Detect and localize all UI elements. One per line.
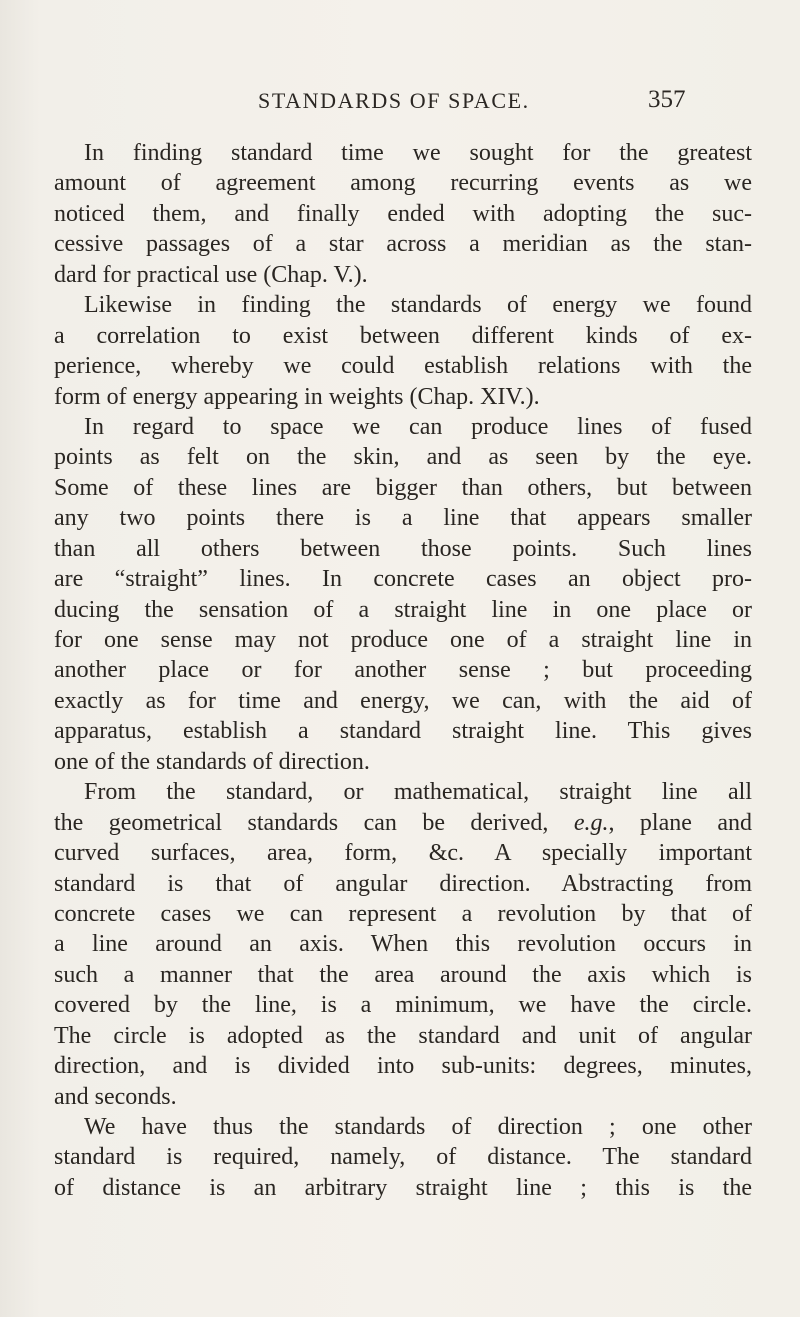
- text-line: ducing the sensation of a straight line in one place or: [54, 596, 752, 623]
- text-line: amount of agreement among recurring events as we: [54, 170, 752, 197]
- text-line: covered by the line, is a minimum, we have the circle.: [54, 992, 752, 1019]
- text-line: one of the standards of direction.: [54, 748, 370, 775]
- text-line: direction, and is divided into sub-units: degrees, minutes,: [54, 1053, 752, 1080]
- text-line: the geometrical standards can be derived, e.g., plane and: [54, 809, 752, 836]
- text-line: a line around an axis. When this revolution occurs in: [54, 931, 752, 958]
- page-number: 357: [648, 86, 686, 113]
- text-line: noticed them, and finally ended with adopting the suc-: [54, 200, 752, 227]
- text-line: curved surfaces, area, form, &c. A specially important: [54, 840, 752, 867]
- text-line: The circle is adopted as the standard and unit of angular: [54, 1022, 752, 1049]
- text-line: for one sense may not produce one of a straight line in: [54, 627, 752, 653]
- text-line: Some of these lines are bigger than others, but between: [54, 474, 752, 501]
- text-line: points as felt on the skin, and as seen by the eye.: [54, 444, 752, 471]
- text-line: any two points there is a line that appears smaller: [54, 505, 752, 532]
- body-text: [54, 138, 752, 1203]
- text-line: a correlation to exist between different kinds of ex-: [54, 322, 752, 349]
- text-line: are “straight” lines. In concrete cases an object pro-: [54, 566, 752, 593]
- text-line: concrete cases we can represent a revolution by that of: [54, 900, 752, 927]
- text-line: perience, whereby we could establish relations with the: [54, 353, 752, 380]
- text-line: cessive passages of a star across a meridian as the stan-: [54, 231, 752, 258]
- text-line: standard is required, namely, of distance. The standard: [54, 1144, 752, 1171]
- text-line: Likewise in finding the standards of energy we found: [84, 292, 752, 319]
- text-line: exactly as for time and energy, we can, with the aid of: [54, 687, 752, 714]
- text-line: We have thus the standards of direction ; one other: [84, 1114, 752, 1140]
- text-line: From the standard, or mathematical, straight line all: [84, 779, 752, 806]
- text-line: another place or for another sense ; but proceeding: [54, 657, 752, 684]
- text-line: In regard to space we can produce lines of fused: [84, 413, 752, 440]
- text-line: form of energy appearing in weights (Chap. XIV.).: [54, 383, 540, 410]
- text-line: and seconds.: [54, 1083, 177, 1110]
- page-header: [0, 88, 800, 128]
- text-line: dard for practical use (Chap. V.).: [54, 261, 368, 288]
- text-line: standard is that of angular direction. Abstracting from: [54, 870, 752, 897]
- text-line: apparatus, establish a standard straight line. This gives: [54, 718, 752, 745]
- text-line: than all others between those points. Such lines: [54, 535, 752, 562]
- running-head: STANDARDS OF SPACE.: [258, 88, 530, 113]
- text-line: In finding standard time we sought for the greatest: [84, 140, 752, 166]
- text-line: such a manner that the area around the axis which is: [54, 961, 752, 988]
- text-line: of distance is an arbitrary straight line ; this is the: [54, 1174, 752, 1201]
- italic-abbreviation: e.g.: [573, 809, 609, 836]
